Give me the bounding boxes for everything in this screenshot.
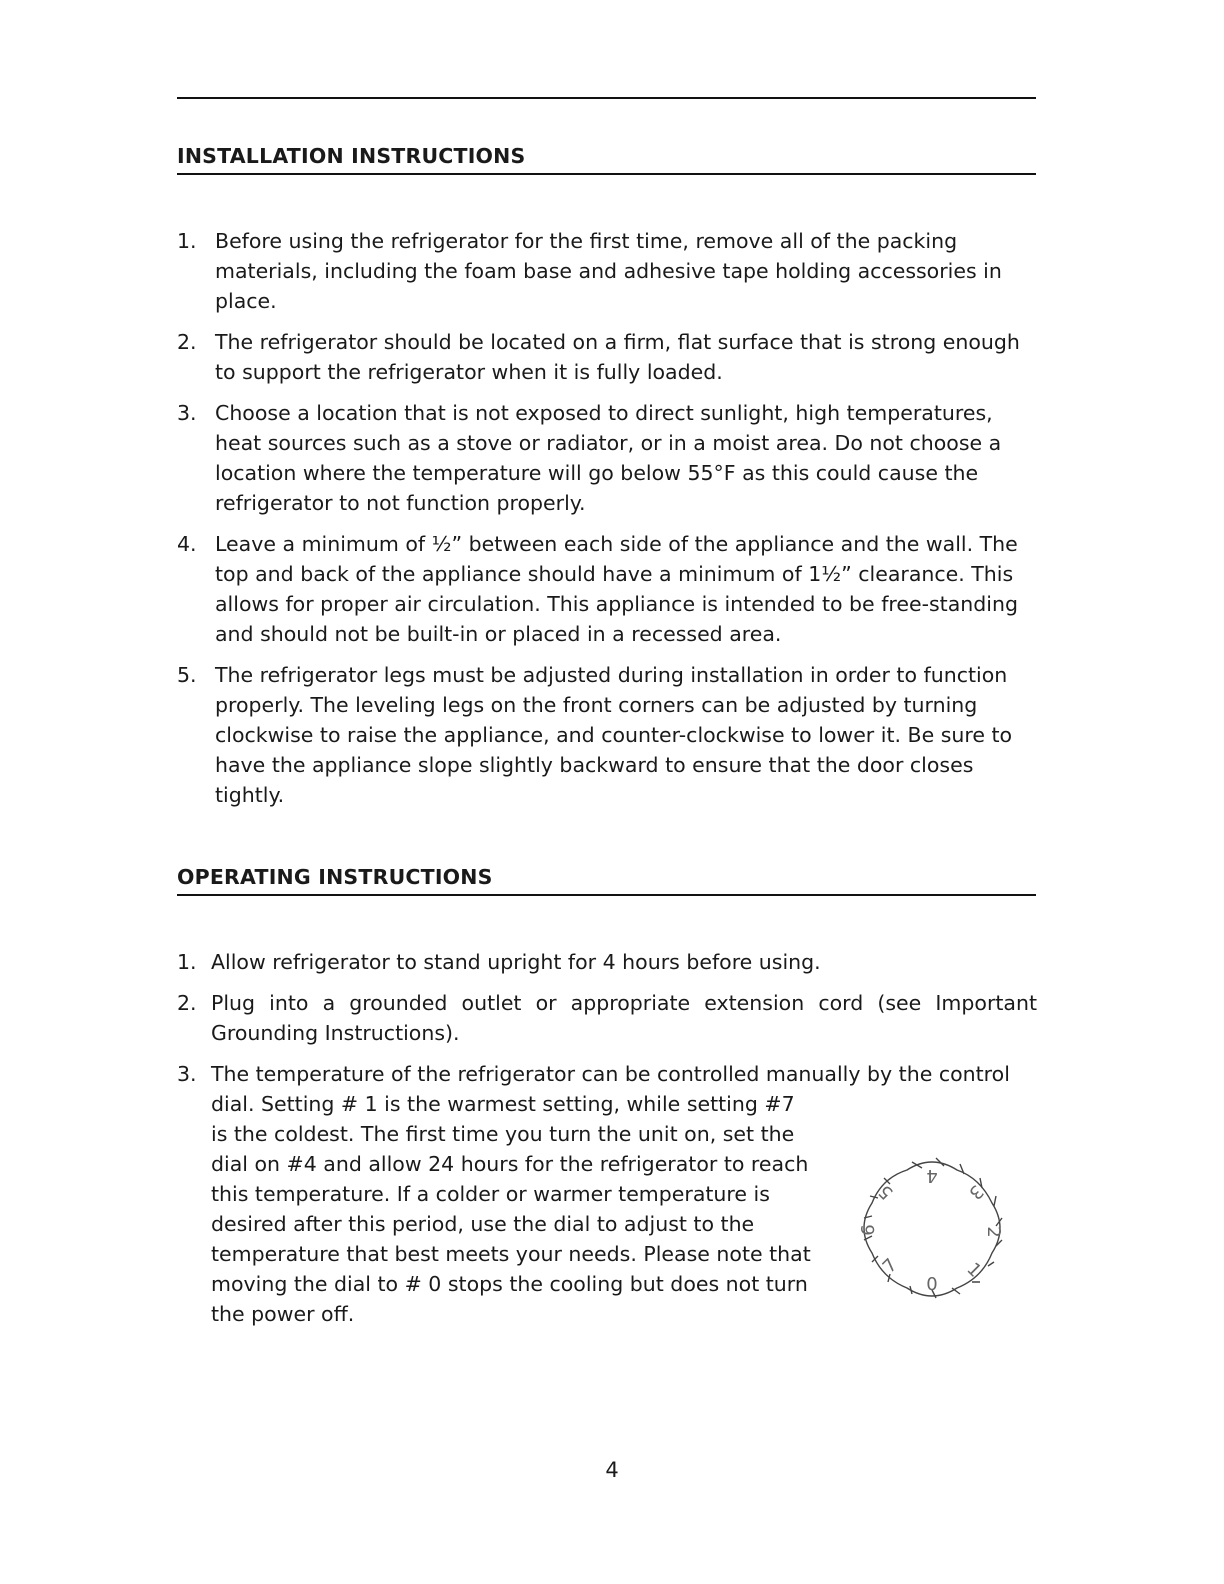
item-text: Before using the refrigerator for the first time, remove all of the packing materials, including the foam base and adhesive tape holding accessories in place. bbox=[215, 229, 1002, 313]
dial-label: 2 bbox=[983, 1226, 1004, 1238]
top-rule bbox=[177, 97, 1036, 99]
item-text: Leave a minimum of ½” between each side of the appliance and the wall. The top and back of the appliance should have a minimum of 1½” clearance. This allows for proper air circulation. This appliance is intended to be free-standing and should not be built-in or placed in a recessed area. bbox=[215, 532, 1018, 646]
temperature-control-dial bbox=[852, 1148, 1012, 1308]
item-number: 5. bbox=[177, 663, 197, 687]
item-text-rest: dial. Setting # 1 is the warmest setting, while setting #7 is the coldest. The first time you turn the unit on, set the dial on #4 and allow 24 hours for the refrigerator to reach this temperature. If a colder or warmer temperature is desired after this period, use the dial to adjust to the temperature that best meets your needs. Please note that moving the dial to # 0 stops the cooling but does not turn the power off. bbox=[211, 1092, 811, 1326]
item-text: The refrigerator legs must be adjusted during installation in order to function properly. The leveling legs on the front corners can be adjusted by turning clockwise to raise the appliance, and counter-clockwise to lower it. Be sure to have the appliance slope slightly backward to ensure that the door closes tightly. bbox=[215, 663, 1013, 807]
installation-item bbox=[177, 398, 1037, 518]
installation-item bbox=[177, 660, 1037, 810]
dial-label: 4 bbox=[926, 1165, 938, 1186]
item-text: The refrigerator should be located on a firm, flat surface that is strong enough to support the refrigerator when it is fully loaded. bbox=[215, 330, 1020, 384]
item-number: 3. bbox=[177, 401, 197, 425]
installation-item bbox=[177, 327, 1037, 387]
item-number: 1. bbox=[177, 229, 197, 253]
installation-list bbox=[177, 226, 1037, 821]
item-text: Allow refrigerator to stand upright for 4 hours before using. bbox=[211, 950, 821, 974]
item-number: 2. bbox=[177, 330, 197, 354]
item-number: 1. bbox=[177, 950, 197, 974]
item-text: Choose a location that is not exposed to direct sunlight, high temperatures, heat sources such as a stove or radiator, or in a moist area. Do not choose a location where the temperature will go below 55°F as this could cause the refrigerator to not function properly. bbox=[215, 401, 1002, 515]
item-text-first-line: The temperature of the refrigerator can be controlled manually by the control bbox=[211, 1062, 1010, 1086]
item-number: 3. bbox=[177, 1062, 197, 1086]
operating-item bbox=[177, 947, 1037, 977]
operating-item bbox=[177, 988, 1037, 1048]
dial-label: 6 bbox=[858, 1224, 879, 1236]
item-number: 4. bbox=[177, 532, 197, 556]
page-number: 4 bbox=[605, 1458, 619, 1482]
installation-item bbox=[177, 529, 1037, 649]
installation-title: INSTALLATION INSTRUCTIONS bbox=[177, 144, 1036, 175]
item-number: 2. bbox=[177, 991, 197, 1015]
dial-label: 5 bbox=[874, 1180, 898, 1204]
dial-label: 7 bbox=[878, 1254, 902, 1278]
dial-label: 1 bbox=[962, 1258, 986, 1282]
operating-title: OPERATING INSTRUCTIONS bbox=[177, 865, 1036, 896]
dial-label: 3 bbox=[964, 1180, 988, 1204]
item-text: Plug into a grounded outlet or appropriate extension cord (see Important Grounding Instructions). bbox=[211, 991, 1037, 1045]
installation-item bbox=[177, 226, 1037, 316]
dial-label: 0 bbox=[926, 1274, 938, 1295]
